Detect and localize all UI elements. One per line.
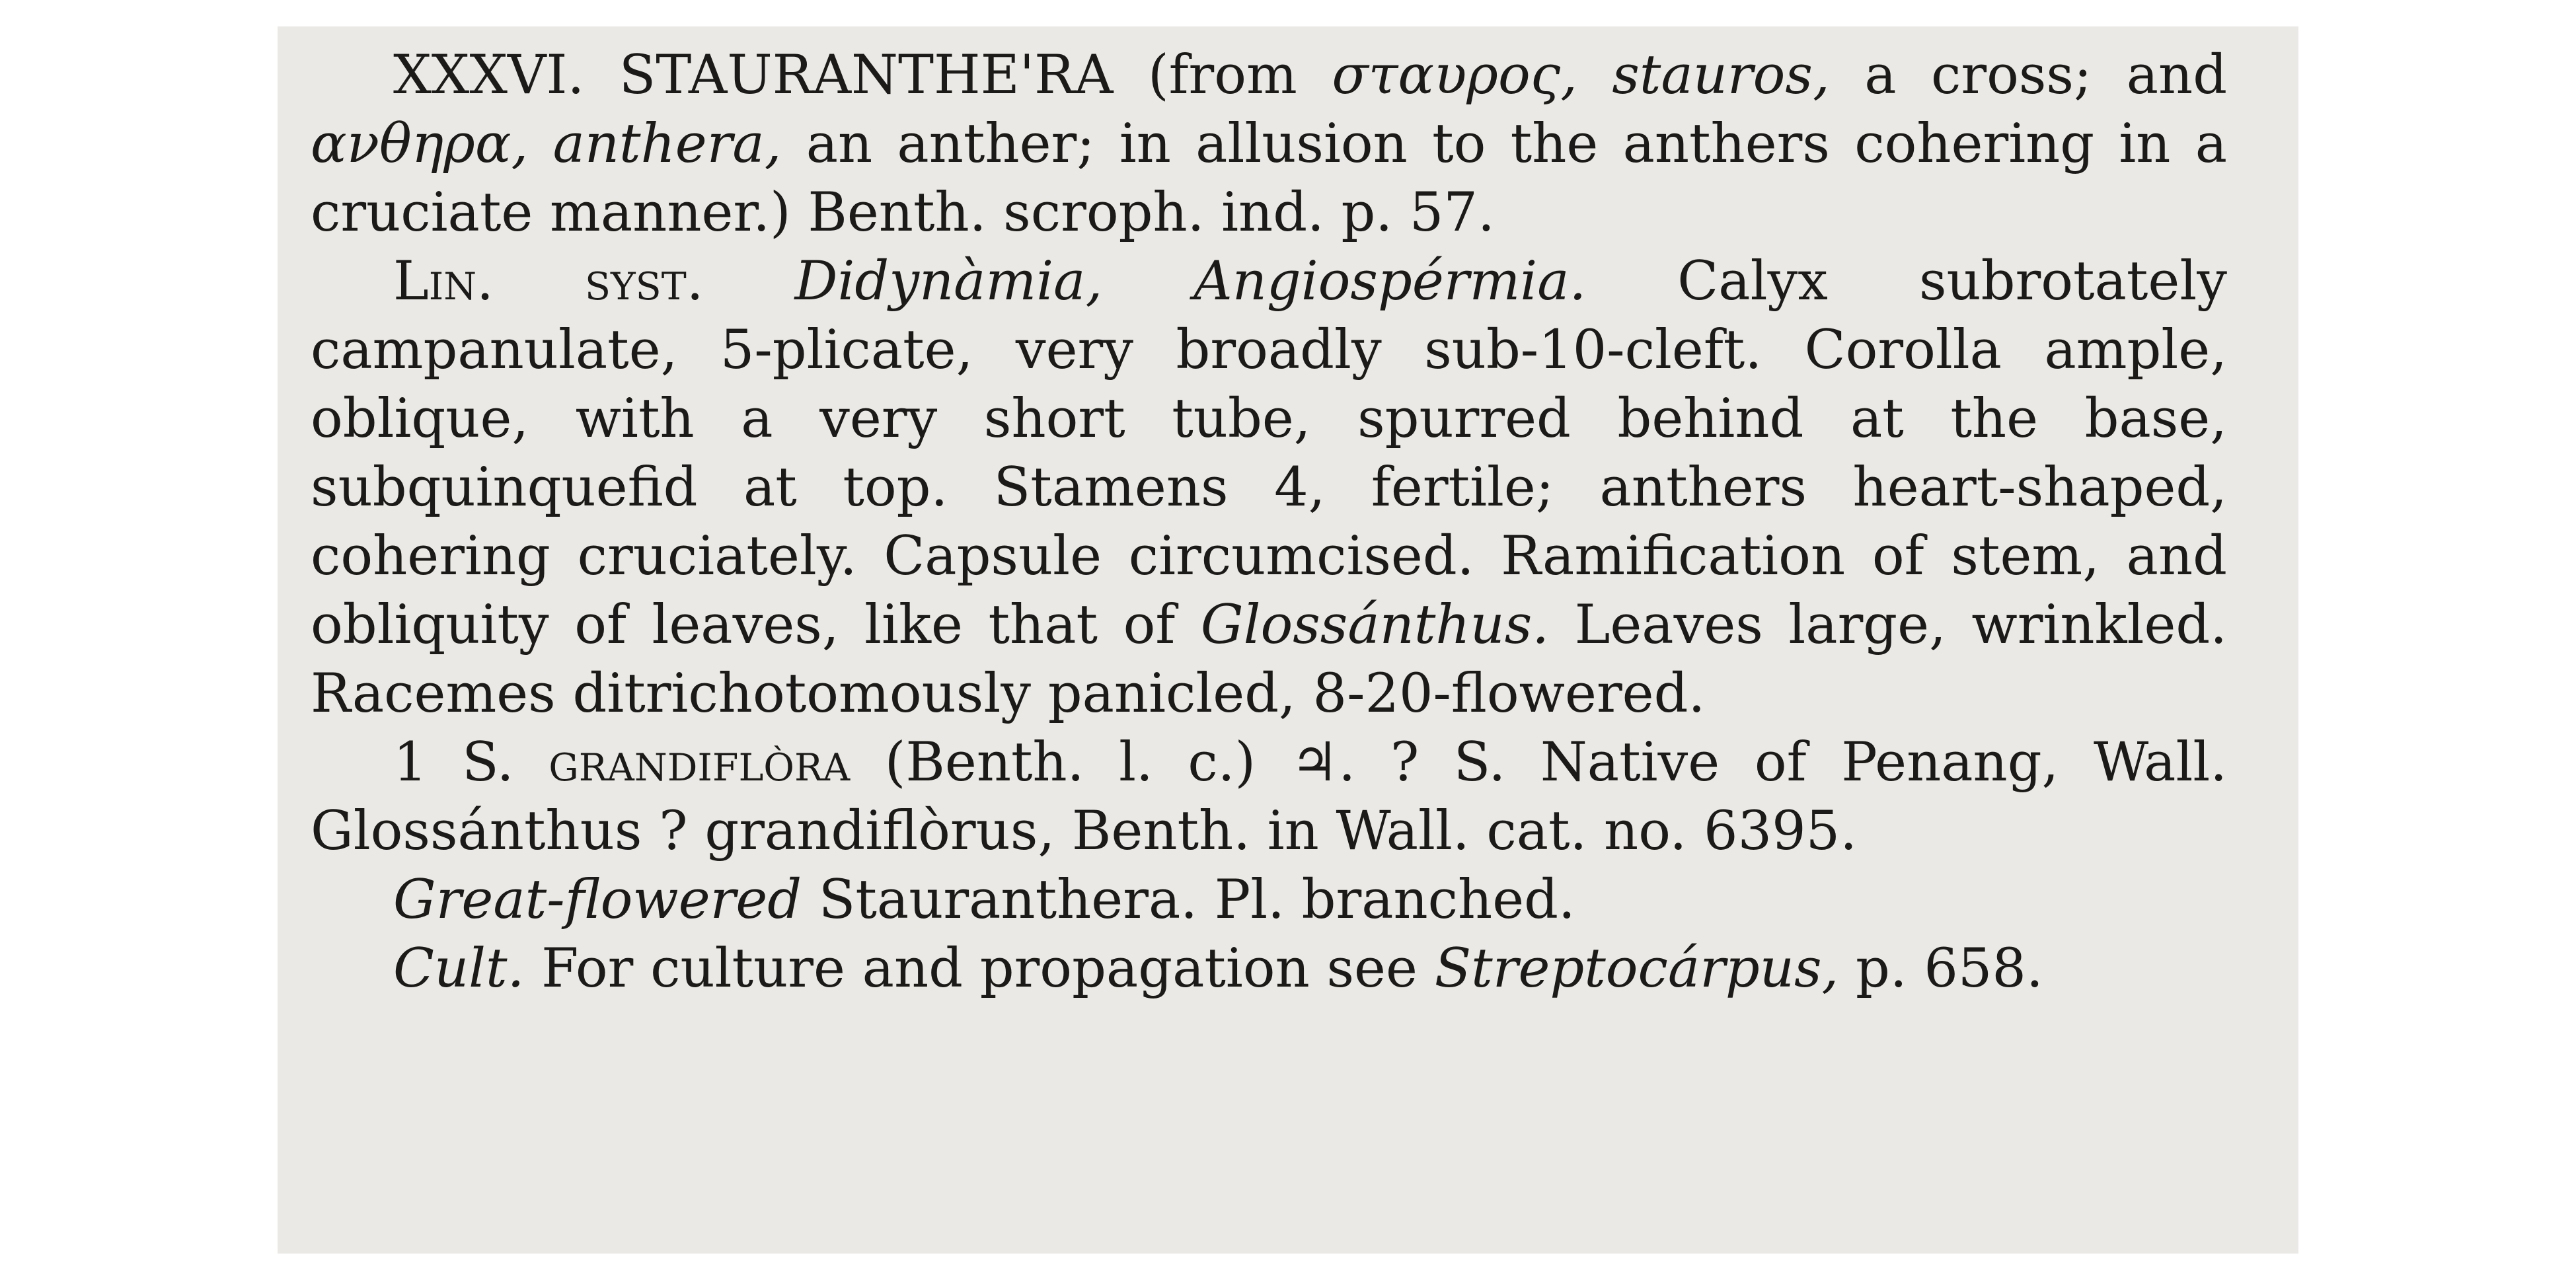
species-number: 1: [393, 732, 428, 794]
genus-numeral: XXXVI.: [393, 44, 585, 106]
common-name-label: Great-flowered: [393, 869, 802, 931]
cultivation-line: [311, 934, 2227, 1003]
latin-word-1: stauros,: [1612, 44, 1830, 106]
reference: Benth. scroph. ind. p. 57.: [808, 182, 1495, 244]
cult-page: p. 658.: [1856, 938, 2043, 1000]
etymology-text-2: a cross; and: [1864, 44, 2228, 106]
native-text: Native of Penang, Wall. Glossánthus ? grandiflòrus, Benth. in Wall. cat. no. 6395.: [311, 732, 2228, 862]
greek-word-2: ανθηρα,: [311, 113, 529, 175]
perennial-symbol: ♃. ? S.: [1290, 732, 1506, 794]
etymology-text-1: (from: [1147, 44, 1297, 106]
common-name-text: Stauranthera. Pl. branched.: [818, 869, 1575, 931]
genus-name: STAURANTHE'RA: [619, 44, 1114, 106]
species-name: S. grandiflòra: [462, 732, 851, 794]
greek-word-1: σταυρος,: [1332, 44, 1577, 106]
description-1: Calyx subrotately campanulate, 5-plicate, very broadly sub-10-cleft. Corolla ample, oblique, with a very short tube, spurred behind at the base, subquinquefid at top. Stamens 4, fertile; anthers heart-shaped, cohering cruciately. Capsule circumcised. Ramification of stem, and obliquity of leaves, like that of: [311, 250, 2228, 656]
linnaean-order: Angiospérmia.: [1193, 250, 1587, 313]
cult-text: For culture and propagation see: [541, 938, 1418, 1000]
entry-text: [311, 41, 2227, 1003]
description-2: Leaves large, wrinkled. Racemes ditrichotomously panicled, 8-20-flowered.: [311, 594, 2228, 725]
cult-genus: Streptocárpus,: [1434, 938, 1839, 1000]
latin-word-2: anthera,: [552, 113, 782, 175]
genus-reference: Glossánthus.: [1200, 594, 1550, 656]
species-entry: [311, 728, 2227, 866]
etymology-text-3: an anther; in allusion to the anthers cohering in a cruciate manner.): [311, 113, 2227, 244]
species-authority: (Benth. l. c.): [884, 732, 1256, 794]
cult-label: Cult.: [393, 938, 525, 1000]
common-name-line: [311, 866, 2227, 934]
genus-heading: [311, 41, 2227, 247]
linnaean-class: Didynàmia,: [794, 250, 1103, 313]
generic-character: [311, 247, 2227, 728]
linnaean-label: Lin. syst.: [393, 250, 704, 313]
